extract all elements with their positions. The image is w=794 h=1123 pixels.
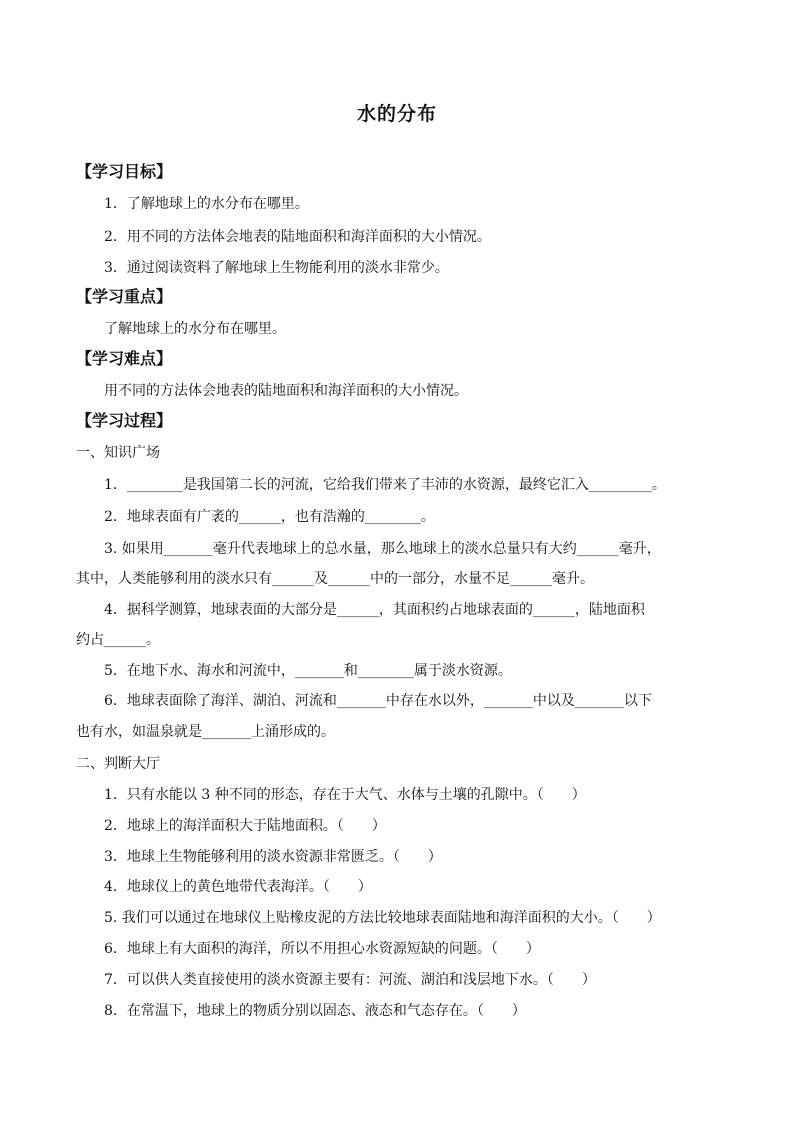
focus-heading: 【学习重点】 bbox=[76, 287, 173, 306]
goal-item-1: 1．了解地球上的水分布在哪里。 bbox=[104, 196, 309, 212]
judgement-item-5: 5. 我们可以通过在地球仪上贴橡皮泥的方法比较地球表面陆地和海洋面积的大小。（ ） bbox=[104, 910, 661, 926]
judgement-item-2: 2．地球上的海洋面积大于陆地面积。（ ） bbox=[104, 818, 386, 834]
judgement-item-3: 3．地球上生物能够利用的淡水资源非常匮乏。（ ） bbox=[104, 849, 442, 865]
goal-item-3: 3．通过阅读资料了解地球上生物能利用的淡水非常少。 bbox=[104, 260, 449, 276]
knowledge-line-4: 4．据科学测算，地球表面的大部分是______，其面积约占地球表面的______，陆地面积 bbox=[104, 602, 645, 618]
knowledge-line-4-cont: 约占______。 bbox=[76, 632, 160, 648]
knowledge-line-3: 3. 如果用_______毫升代表地球上的总水量，那么地球上的淡水总量只有大约______毫升， bbox=[104, 541, 661, 557]
section-label-judgement: 二、判断大厅 bbox=[76, 756, 160, 772]
judgement-item-4: 4．地球仪上的黄色地带代表海洋。（ ） bbox=[104, 879, 372, 895]
judgement-item-7: 7．可以供人类直接使用的淡水资源主要有：河流、湖泊和浅层地下水。（ ） bbox=[104, 972, 596, 988]
knowledge-line-2: 2．地球表面有广袤的______，也有浩瀚的________。 bbox=[104, 509, 435, 525]
knowledge-line-6: 6．地球表面除了海洋、湖泊、河流和_______中存在水以外，_______中以及_______以下 bbox=[104, 693, 652, 709]
judgement-item-1: 1．只有水能以 3 种不同的形态，存在于大气、水体与土壤的孔隙中。（ ） bbox=[104, 787, 586, 803]
process-heading: 【学习过程】 bbox=[76, 411, 173, 430]
difficulty-heading: 【学习难点】 bbox=[76, 349, 173, 368]
page-title: 水的分布 bbox=[356, 103, 437, 125]
knowledge-line-3-cont: 其中，人类能够利用的淡水只有______及______中的一部分，水量不足______毫升。 bbox=[76, 571, 594, 587]
focus-text: 了解地球上的水分布在哪里。 bbox=[104, 321, 286, 337]
knowledge-line-1: 1．________是我国第二长的河流，它给我们带来了丰沛的水资源，最终它汇入_________。 bbox=[104, 477, 666, 493]
knowledge-line-6-cont: 也有水，如温泉就是_______上涌形成的。 bbox=[76, 724, 335, 740]
goals-heading: 【学习目标】 bbox=[76, 162, 173, 181]
judgement-item-8: 8．在常温下，地球上的物质分别以固态、液态和气态存在。（ ） bbox=[104, 1003, 526, 1019]
section-label-knowledge: 一、知识广场 bbox=[76, 445, 160, 461]
difficulty-text: 用不同的方法体会地表的陆地面积和海洋面积的大小情况。 bbox=[104, 383, 468, 399]
goal-item-2: 2．用不同的方法体会地表的陆地面积和海洋面积的大小情况。 bbox=[104, 229, 491, 245]
judgement-item-6: 6．地球上有大面积的海洋，所以不用担心水资源短缺的问题。（ ） bbox=[104, 941, 540, 957]
knowledge-line-5: 5．在地下水、海水和河流中，_______和________属于淡水资源。 bbox=[104, 663, 512, 679]
